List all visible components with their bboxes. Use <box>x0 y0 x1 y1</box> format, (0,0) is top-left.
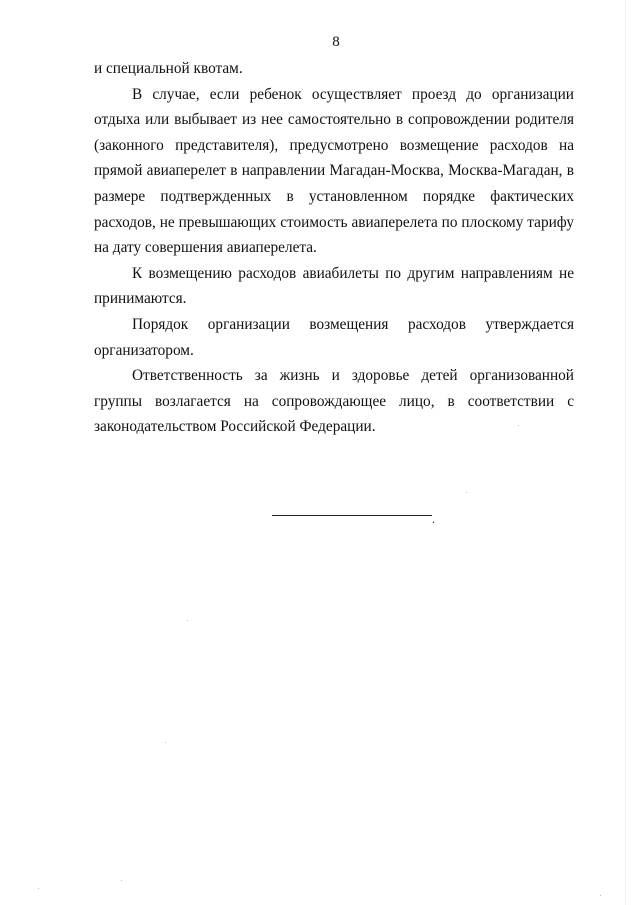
closing-line-dot: . <box>432 512 435 526</box>
scan-speck <box>121 880 122 881</box>
document-body <box>94 56 574 440</box>
page-number: 8 <box>332 34 340 50</box>
scan-speck <box>38 888 39 889</box>
scan-speck <box>600 895 601 896</box>
paragraph-continuation: и специальной квотам. <box>94 60 243 77</box>
paragraph-travel-reimbursement: В случае, если ребенок осуществляет проезд до организации отдыха или выбывает из нее самостоятельно в сопровождении родителя (законного представителя), предусмотрено возмещение расходов на прямой авиаперелет в направлении Магадан-Москва, Москва-Магадан, в размере подтвержденных в установленном порядке фактических расходов, не превышающих стоимость авиаперелета по плоскому тарифу на дату совершения авиаперелета. <box>94 85 574 257</box>
scan-speck <box>187 620 188 621</box>
scan-edge-shadow <box>625 0 626 905</box>
paragraph-reimbursement-procedure: Порядок организации возмещения расходов утверждается организатором. <box>94 315 574 359</box>
paragraph-other-directions: К возмещению расходов авиабилеты по другим направлениям не принимаются. <box>94 264 574 308</box>
scan-speck <box>466 492 467 493</box>
paragraph-responsibility: Ответственность за жизнь и здоровье детей организованной группы возлагается на сопровождающее лицо, в соответствии с законодательством Российской Федерации. <box>94 367 574 436</box>
scan-speck <box>518 425 519 426</box>
closing-line <box>272 515 432 516</box>
scan-speck <box>165 742 166 743</box>
